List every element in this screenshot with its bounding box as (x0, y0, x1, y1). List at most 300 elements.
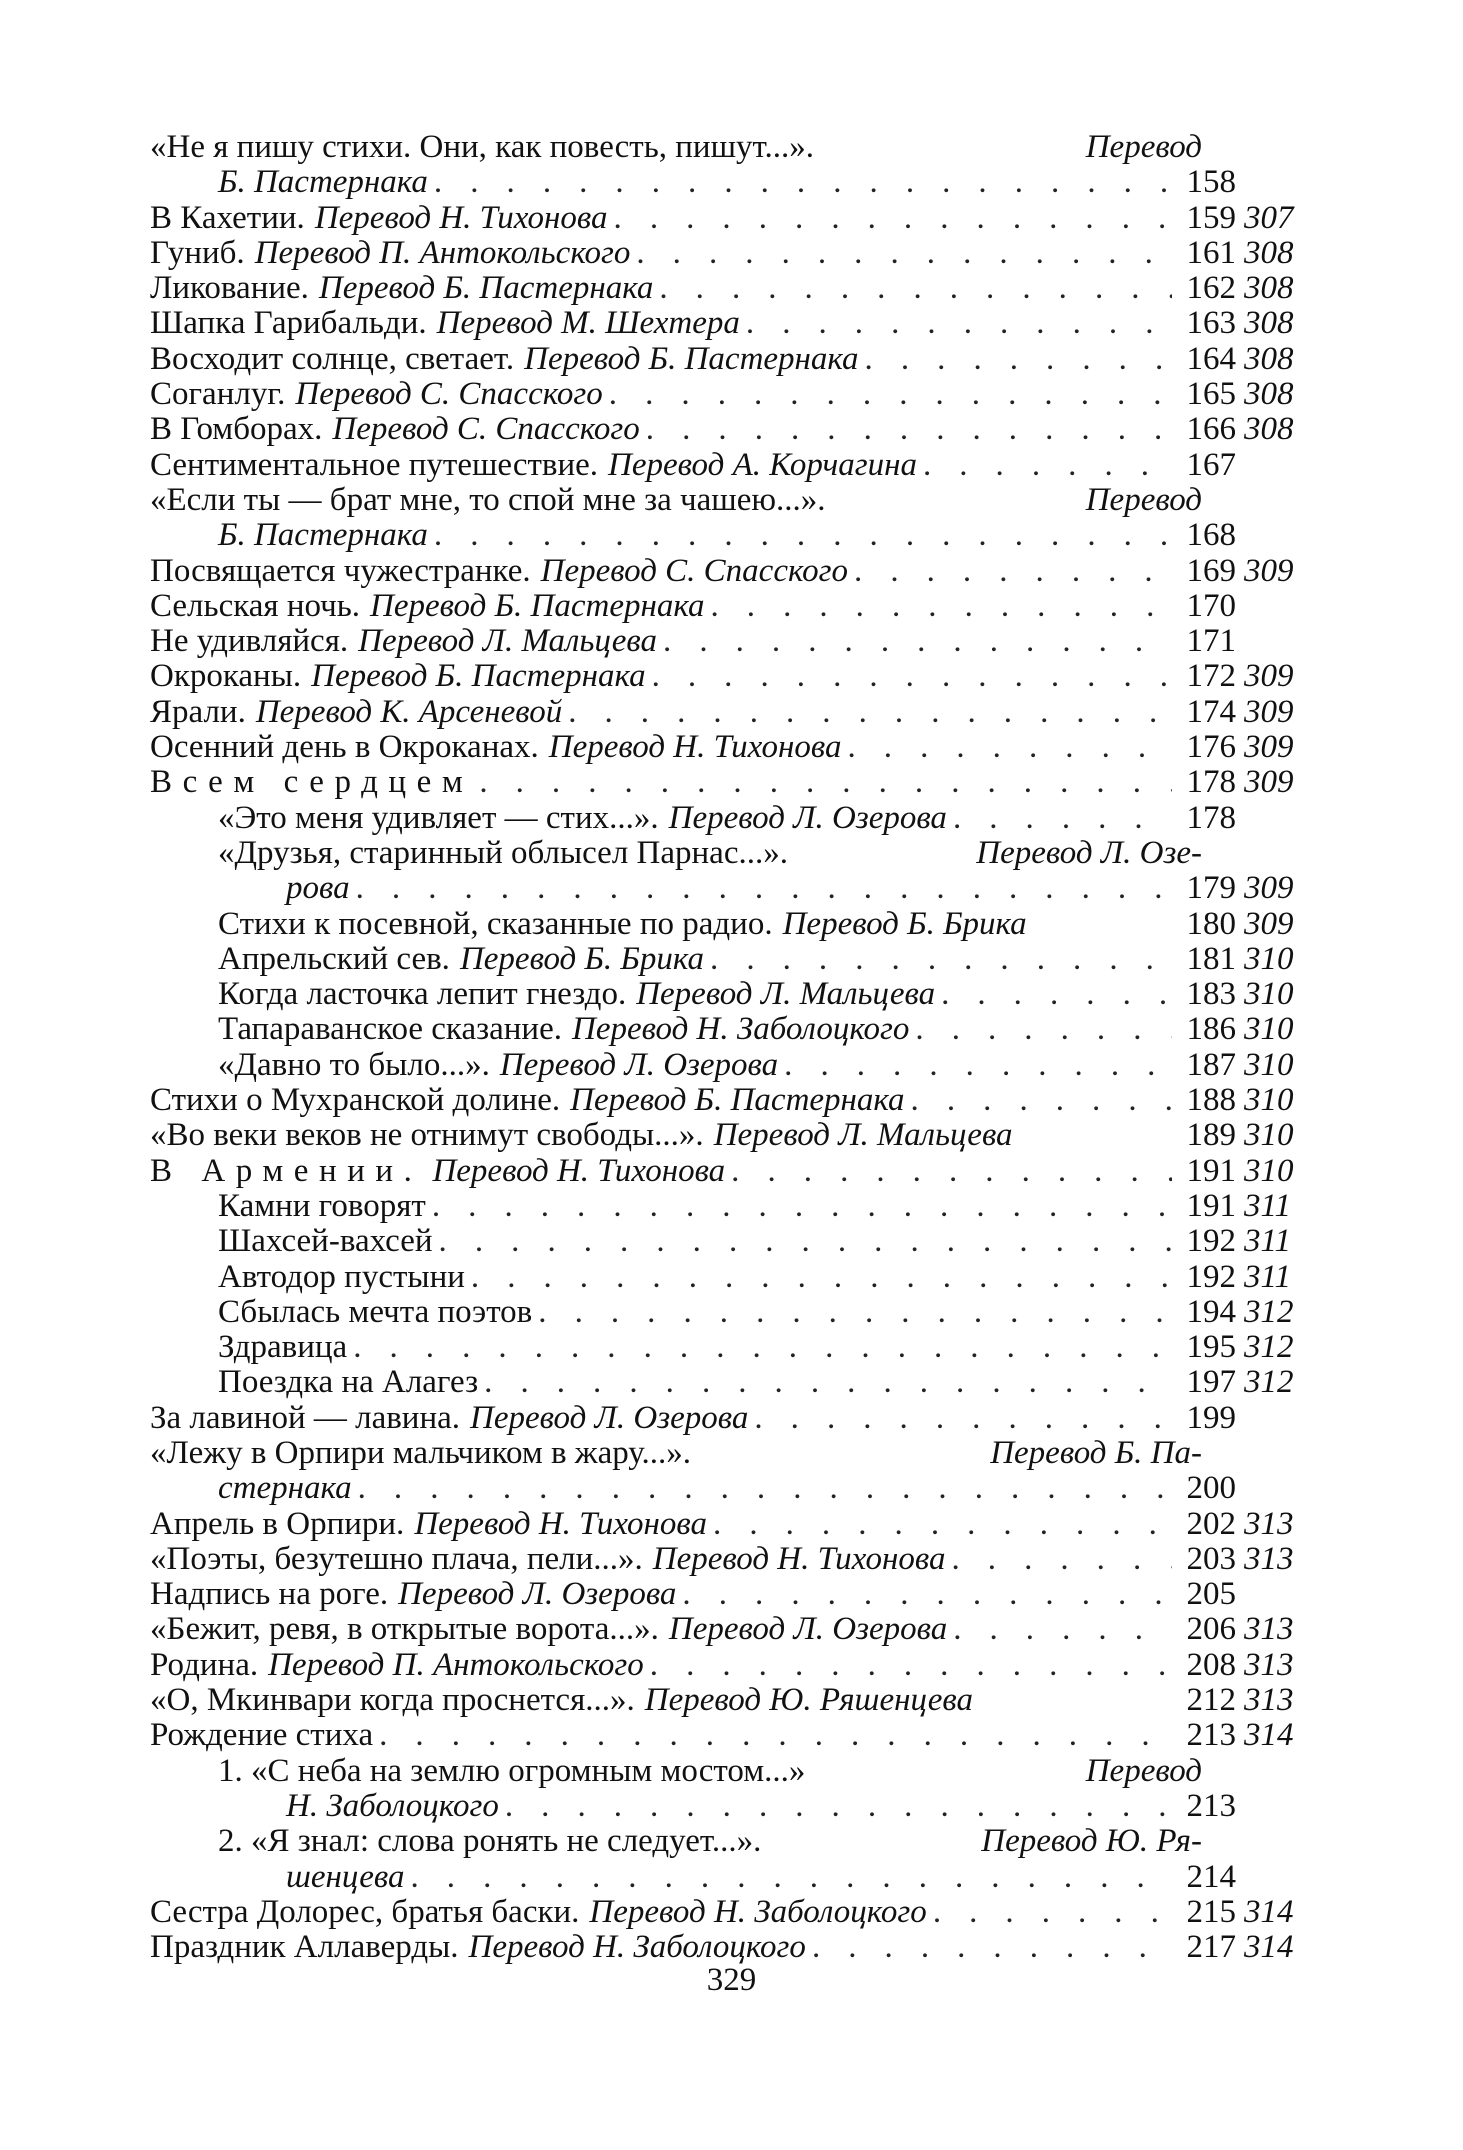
entry-main (150, 271, 1172, 306)
toc-entry (150, 448, 1330, 483)
entry-title: Автодор пустыни (218, 1259, 465, 1295)
leader-dots (951, 1542, 1172, 1577)
entry-title: Не удивляйся. (150, 624, 349, 660)
entry-page: 214 (1186, 1858, 1236, 1895)
entry-page: 169 (1186, 552, 1236, 589)
entry-main (150, 1542, 1172, 1577)
entry-title: Стихи к посевной, сказанные по радио. (218, 906, 773, 942)
entry-comment-page: 308 (1244, 270, 1294, 307)
entry-main (150, 1154, 1172, 1189)
entry-main (150, 624, 1172, 659)
entry-main (150, 1048, 1172, 1083)
toc-entry (150, 942, 1330, 977)
toc-entry (150, 130, 1330, 201)
entry-page: 213 (1186, 1787, 1236, 1824)
entry-main (150, 977, 1172, 1012)
entry-page: 215 (1186, 1893, 1236, 1930)
entry-comment-page: 310 (1244, 1011, 1294, 1048)
entry-translator: Перевод К. Арсеневой (255, 694, 563, 730)
leader-dots (609, 377, 1172, 412)
entry-comment-page: 311 (1244, 1223, 1292, 1260)
leader-dots (710, 942, 1172, 977)
toc-entry-line (150, 1471, 1330, 1506)
entry-main (150, 201, 1172, 236)
entry-main (150, 1260, 1172, 1295)
entry-comment-page: 312 (1244, 1329, 1294, 1366)
entry-comment-page: 313 (1244, 1611, 1294, 1648)
leader-dots (754, 1401, 1172, 1436)
entry-page: 187 (1186, 1046, 1236, 1083)
entry-page: 189 (1186, 1117, 1236, 1154)
entry-page: 183 (1186, 976, 1236, 1013)
leader-dots (379, 1718, 1172, 1753)
entry-title: Стихи о Мухранской долине. (150, 1083, 561, 1119)
leader-dots (923, 448, 1172, 483)
page-number: 329 (706, 1962, 757, 1998)
leader-dots (439, 1224, 1172, 1259)
entry-title: Сестра Долорес, братья баски. (150, 1894, 580, 1930)
toc-entry (150, 1754, 1330, 1825)
entry-main (150, 1683, 1172, 1718)
entry-page: 180 (1186, 905, 1236, 942)
entry-comment-page: 309 (1244, 729, 1294, 766)
entry-main (150, 730, 1172, 765)
entry-main (150, 765, 1172, 800)
entry-page: 192 (1186, 1258, 1236, 1295)
toc-entry (150, 1012, 1330, 1047)
entry-comment-page: 310 (1244, 976, 1294, 1013)
entry-translator: Перевод Н. Тихонова (314, 200, 608, 236)
entry-page: 191 (1186, 1187, 1236, 1224)
entry-title: «Друзья, старинный облысел Парнас...». (218, 834, 788, 871)
entry-translator: Н. Заболоцкого (286, 1788, 499, 1824)
entry-main (150, 448, 1172, 483)
section-title: В Армении. (150, 1153, 423, 1189)
entry-comment-page: 311 (1244, 1187, 1292, 1224)
entry-title: Апрель в Орпири. (150, 1506, 405, 1542)
entry-comment-page: 314 (1244, 1717, 1294, 1754)
entry-main (150, 412, 1172, 447)
entry-main (150, 554, 1172, 589)
entry-comment-page: 309 (1244, 870, 1294, 907)
entry-page: 191 (1186, 1152, 1236, 1189)
toc-entry (150, 1577, 1330, 1612)
entry-title: 2. «Я знал: слова ронять не следует...». (218, 1823, 762, 1860)
entry-comment-page: 309 (1244, 552, 1294, 589)
entry-main (150, 1718, 1172, 1753)
leader-dots (538, 1295, 1172, 1330)
toc-entry-line (150, 1824, 1202, 1859)
entry-translator: шенцева (286, 1859, 405, 1895)
leader-dots (411, 1860, 1173, 1895)
entry-translator: Перевод Н. Заболоцкого (572, 1012, 910, 1048)
entry-translator: Перевод Л. Озерова (499, 1047, 779, 1083)
entry-main (150, 1930, 1172, 1965)
entry-comment-page: 313 (1244, 1682, 1294, 1719)
entry-title: 1. «С неба на землю огромным мостом...» (218, 1752, 806, 1789)
entry-main (150, 306, 1172, 341)
entry-comment-page: 313 (1244, 1505, 1294, 1542)
toc-entry (150, 1083, 1330, 1118)
entry-main (150, 1083, 1172, 1118)
leader-dots (713, 1507, 1172, 1542)
entry-main (150, 1860, 1172, 1895)
entry-main (150, 1118, 1172, 1153)
entry-translator: Перевод Н. Тихонова (652, 1541, 946, 1577)
entry-translator: Перевод Б. Пастернака (524, 341, 859, 377)
entry-title: Посвящается чужестранке. (150, 553, 531, 589)
entry-page: 167 (1186, 446, 1236, 483)
entry-page: 197 (1186, 1364, 1236, 1401)
leader-dots (358, 1471, 1172, 1506)
entry-page: 202 (1186, 1505, 1236, 1542)
entry-title: «Лежу в Орпири мальчиком в жару...». (150, 1434, 692, 1471)
entry-page: 176 (1186, 729, 1236, 766)
entry-comment-page: 308 (1244, 340, 1294, 377)
entry-page: 179 (1186, 870, 1236, 907)
toc-entry (150, 554, 1330, 589)
entry-main (150, 1401, 1172, 1436)
entry-translator: Перевод (1085, 481, 1202, 518)
entry-title: «Если ты — брат мне, то спой мне за чашею...». (150, 481, 826, 518)
entry-comment-page: 310 (1244, 940, 1294, 977)
entry-main (150, 1012, 1172, 1047)
toc-entry (150, 765, 1330, 800)
toc-entry (150, 1683, 1330, 1718)
entry-main (150, 1648, 1172, 1683)
toc-entry-line (150, 836, 1202, 871)
toc-entry-line (150, 130, 1202, 165)
entry-translator: Перевод С. Спасского (540, 553, 849, 589)
entry-page: 194 (1186, 1293, 1236, 1330)
entry-title: Гуниб. (150, 235, 245, 271)
entry-title: Сентиментальное путешествие. (150, 447, 599, 483)
leader-dots (953, 1612, 1172, 1647)
entry-page: 159 (1186, 199, 1236, 236)
entry-main (150, 342, 1172, 377)
entry-main (150, 236, 1172, 271)
leader-dots (933, 1895, 1172, 1930)
entry-translator: Перевод Б. Пастернака (318, 271, 654, 307)
leader-dots (812, 1930, 1172, 1965)
entry-title: В Гомборах. (150, 412, 323, 448)
entry-title: Родина. (150, 1647, 259, 1683)
toc-entry (150, 1154, 1330, 1189)
toc-entry (150, 1189, 1330, 1224)
entry-title: Ликование. (150, 271, 309, 307)
toc-entry (150, 271, 1330, 306)
entry-page: 158 (1186, 164, 1236, 201)
toc-entry (150, 1542, 1330, 1577)
entry-page: 213 (1186, 1717, 1236, 1754)
toc-entry (150, 1295, 1330, 1330)
entry-page: 192 (1186, 1223, 1236, 1260)
entry-title: Апрельский сев. (218, 941, 450, 977)
leader-dots (432, 1189, 1172, 1224)
leader-dots (471, 1260, 1172, 1295)
entry-title: «Поэты, безутешно плача, пели...». (150, 1541, 643, 1577)
entry-page: 206 (1186, 1611, 1236, 1648)
entry-page: 195 (1186, 1329, 1236, 1366)
entry-translator: Перевод П. Антокольского (254, 235, 631, 271)
toc-entry (150, 377, 1330, 412)
toc-entry-line (150, 165, 1330, 200)
leader-dots (434, 518, 1172, 553)
entry-page: 170 (1186, 587, 1236, 624)
entry-main (150, 1471, 1172, 1506)
entry-page: 172 (1186, 658, 1236, 695)
entry-translator: Перевод (1085, 1752, 1202, 1789)
leader-dots (434, 165, 1172, 200)
entry-page: 217 (1186, 1929, 1236, 1966)
leader-dots (682, 1577, 1172, 1612)
entry-translator: Перевод Л. Озерова (668, 800, 947, 836)
leader-dots (915, 1012, 1172, 1047)
entry-title: «О, Мкинвари когда проснется...». (150, 1683, 635, 1719)
toc-entry (150, 801, 1330, 836)
entry-comment-page: 309 (1244, 764, 1294, 801)
entry-title: Шахсей-вахсей (218, 1224, 433, 1260)
toc-entry (150, 730, 1330, 765)
entry-comment-page: 310 (1244, 1117, 1294, 1154)
entry-page: 166 (1186, 411, 1236, 448)
entry-main (150, 1612, 1172, 1647)
toc-entry (150, 1436, 1330, 1507)
entry-page: 174 (1186, 693, 1236, 730)
toc-entry (150, 1507, 1330, 1542)
entry-translator: Перевод Б. Брика (459, 941, 705, 977)
toc-entry (150, 1824, 1330, 1895)
leader-dots (636, 236, 1172, 271)
entry-main (150, 942, 1172, 977)
entry-comment-page: 310 (1244, 1046, 1294, 1083)
entry-main (150, 1507, 1172, 1542)
entry-page: 200 (1186, 1470, 1236, 1507)
entry-translator: Перевод Ю. Ряшенцева (644, 1683, 974, 1719)
toc-entry (150, 483, 1330, 554)
entry-translator: Перевод Н. Тихонова (414, 1506, 708, 1542)
entry-comment-page: 308 (1244, 234, 1294, 271)
toc-entry-line (150, 1436, 1202, 1471)
entry-translator: Перевод М. Шехтера (436, 306, 740, 342)
entry-translator: Перевод Л. Мальцева (713, 1118, 1013, 1154)
entry-title: Надпись на роге. (150, 1577, 389, 1613)
toc-entry (150, 977, 1330, 1012)
entry-title: За лавиной — лавина. (150, 1400, 461, 1436)
entry-page: 205 (1186, 1576, 1236, 1613)
entry-comment-page: 312 (1244, 1364, 1294, 1401)
entry-main (150, 801, 1172, 836)
entry-translator: Перевод Б. Брика (782, 906, 1027, 942)
toc-entry (150, 236, 1330, 271)
leader-dots (614, 201, 1172, 236)
toc-entry-line (150, 1789, 1330, 1824)
leader-dots (650, 1648, 1172, 1683)
leader-dots (505, 1789, 1172, 1824)
entry-page: 181 (1186, 940, 1236, 977)
entry-title: Сельская ночь. (150, 588, 361, 624)
entry-comment-page: 310 (1244, 1082, 1294, 1119)
entry-translator: рова (286, 871, 350, 907)
entry-title: Рождение стиха (150, 1718, 374, 1754)
entry-comment-page: 307 (1244, 199, 1294, 236)
toc-entry (150, 1118, 1330, 1153)
entry-translator: Перевод Н. Тихонова (548, 730, 842, 766)
entry-main (150, 1295, 1172, 1330)
entry-title: Окроканы. (150, 659, 302, 695)
toc-entry-line (150, 871, 1330, 906)
leader-dots (356, 871, 1172, 906)
entry-comment-page: 311 (1244, 1258, 1292, 1295)
entry-main (150, 695, 1172, 730)
toc-entry (150, 342, 1330, 377)
entry-page: 162 (1186, 270, 1236, 307)
entry-comment-page: 308 (1244, 376, 1294, 413)
leader-dots (652, 659, 1172, 694)
toc-entry (150, 1648, 1330, 1683)
entry-page: 178 (1186, 799, 1236, 836)
entry-comment-page: 312 (1244, 1293, 1294, 1330)
entry-title: Праздник Аллаверды. (150, 1930, 459, 1966)
toc-entry (150, 306, 1330, 341)
entry-title: «Бежит, ревя, в открытые ворота...». (150, 1612, 659, 1648)
entry-comment-page: 308 (1244, 305, 1294, 342)
leader-dots (353, 1330, 1172, 1365)
entry-translator: Перевод Н. Заболоцкого (589, 1894, 927, 1930)
toc-entry (150, 1612, 1330, 1647)
entry-translator: Перевод Л. Озерова (398, 1577, 677, 1613)
entry-title: «Это меня удивляет — стих...». (218, 800, 659, 836)
entry-page: 186 (1186, 1011, 1236, 1048)
entry-title: В Кахетии. (150, 200, 305, 236)
toc-entry (150, 1224, 1330, 1259)
entry-page: 168 (1186, 517, 1236, 554)
entry-title: «Давно то было...». (218, 1047, 490, 1083)
toc-entry (150, 836, 1330, 907)
entry-title: Когда ласточка лепит гнездо. (218, 977, 627, 1013)
entry-main (150, 589, 1172, 624)
entry-main (150, 518, 1172, 553)
leader-dots (731, 1154, 1172, 1189)
entry-main (150, 377, 1172, 412)
entry-comment-page: 314 (1244, 1929, 1294, 1966)
entry-main (150, 871, 1172, 906)
entry-title: «Не я пишу стихи. Они, как повесть, пишут...». (150, 129, 814, 165)
entry-title: Камни говорят (218, 1188, 426, 1224)
toc-entry (150, 1401, 1330, 1436)
entry-translator: Перевод Л. Мальцева (636, 977, 936, 1013)
toc-entry (150, 1930, 1330, 1965)
entry-main (150, 659, 1172, 694)
entry-comment-page: 314 (1244, 1893, 1294, 1930)
entry-main (150, 165, 1172, 200)
entry-page: 203 (1186, 1540, 1236, 1577)
entry-translator: Перевод Б. Пастернака (311, 659, 646, 695)
entry-title: Здравица (218, 1330, 348, 1366)
entry-main (150, 1365, 1172, 1400)
entry-title: Ярали. (150, 694, 246, 730)
entry-title: Тапараванское сказание. (218, 1012, 562, 1048)
toc-entry (150, 1718, 1330, 1753)
toc-entry (150, 1895, 1330, 1930)
entry-translator: Перевод П. Антокольского (268, 1647, 644, 1683)
leader-dots (568, 695, 1172, 730)
entry-translator: Перевод Б. Пастернака (370, 588, 705, 624)
toc-entry-line (150, 1754, 1202, 1789)
entry-comment-page: 309 (1244, 905, 1294, 942)
entry-page: 161 (1186, 234, 1236, 271)
leader-dots (911, 1083, 1172, 1118)
entry-translator: Перевод Н. Заболоцкого (468, 1930, 806, 1966)
toc-entry (150, 907, 1330, 942)
entry-title: «Во веки веков не отнимут свободы...». (150, 1118, 704, 1154)
leader-dots (659, 271, 1172, 306)
entry-main (150, 1895, 1172, 1930)
entry-comment-page: 309 (1244, 658, 1294, 695)
entry-comment-page: 313 (1244, 1540, 1294, 1577)
entry-page: 165 (1186, 376, 1236, 413)
toc-entry (150, 589, 1330, 624)
toc-entry (150, 1048, 1330, 1083)
entry-main (150, 1330, 1172, 1365)
leader-dots (847, 730, 1172, 765)
entry-translator: Перевод Л. Озерова (668, 1612, 948, 1648)
entry-translator: Перевод Н. Тихонова (432, 1153, 726, 1189)
entry-comment-page: 309 (1244, 693, 1294, 730)
entry-translator: Перевод А. Корчагина (608, 447, 917, 483)
entry-translator: Перевод (1085, 129, 1202, 165)
toc-entry (150, 1365, 1330, 1400)
leader-dots (646, 412, 1172, 447)
leader-dots (854, 554, 1172, 589)
toc-entry (150, 1330, 1330, 1365)
toc-entry (150, 1260, 1330, 1295)
table-of-contents (150, 130, 1330, 1965)
entry-title: Шапка Гарибальди. (150, 306, 427, 342)
toc-entry-line (150, 518, 1330, 553)
leader-dots (953, 801, 1172, 836)
entry-translator: Перевод Л. Мальцева (358, 624, 658, 660)
entry-comment-page: 308 (1244, 411, 1294, 448)
entry-page: 163 (1186, 305, 1236, 342)
entry-page: 208 (1186, 1646, 1236, 1683)
entry-translator: Б. Пастернака (218, 165, 428, 201)
entry-translator: Перевод Б. Пастернака (570, 1083, 905, 1119)
leader-dots (865, 342, 1172, 377)
leader-dots (484, 1365, 1172, 1400)
section-title: Всем сердцем (150, 765, 474, 801)
entry-comment-page: 310 (1244, 1152, 1294, 1189)
entry-main (150, 1189, 1172, 1224)
toc-entry-line (150, 483, 1202, 518)
entry-comment-page: 313 (1244, 1646, 1294, 1683)
leader-dots (663, 624, 1172, 659)
entry-translator: стернака (218, 1471, 352, 1507)
leader-dots (941, 977, 1172, 1012)
entry-page: 199 (1186, 1399, 1236, 1436)
entry-title: Сбылась мечта поэтов (218, 1294, 533, 1330)
entry-page: 188 (1186, 1082, 1236, 1119)
entry-main (150, 1224, 1172, 1259)
toc-entry (150, 659, 1330, 694)
entry-translator: Перевод С. Спасского (295, 377, 603, 413)
entry-page: 171 (1186, 623, 1236, 660)
entry-translator: Б. Пастернака (218, 518, 428, 554)
entry-title: Осенний день в Окроканах. (150, 730, 539, 766)
toc-entry (150, 695, 1330, 730)
entry-main (150, 1789, 1172, 1824)
entry-title: Восходит солнце, светает. (150, 341, 515, 377)
